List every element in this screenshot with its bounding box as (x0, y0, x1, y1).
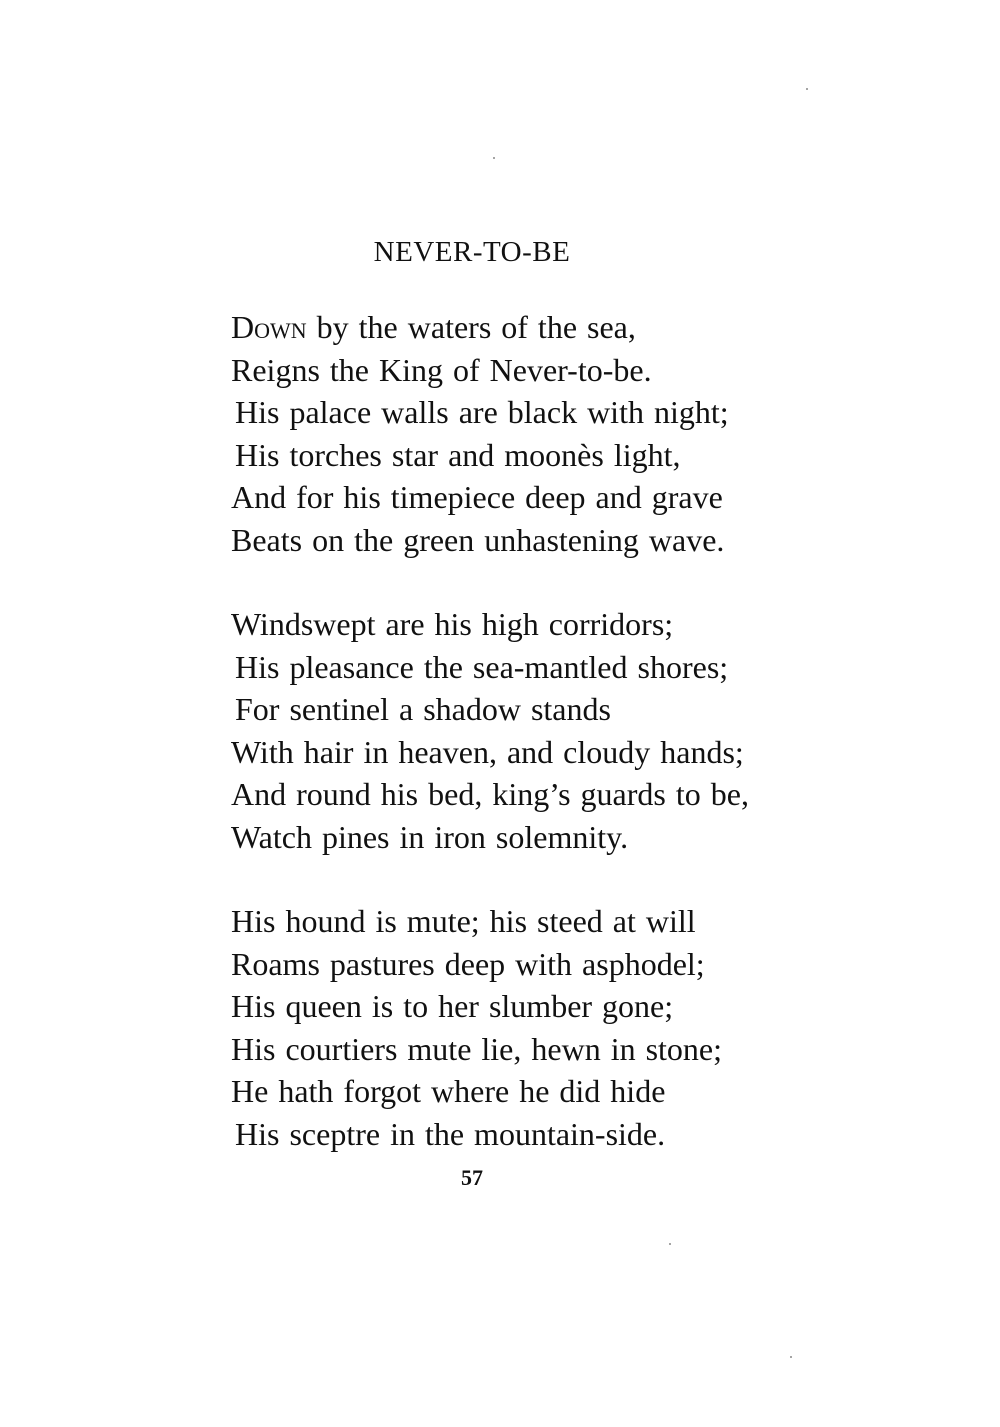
poem-line: His torches star and moonès light, (235, 436, 681, 473)
poem-line: Reigns the King of Never-to-be. (231, 351, 652, 388)
poem-title: NEVER-TO-BE (373, 236, 571, 268)
page-number: 57 (461, 1165, 483, 1190)
drop-word: Down (231, 309, 307, 345)
poem-line: His palace walls are black with night; (235, 394, 729, 430)
stanza-2 (231, 603, 931, 858)
scan-speck (806, 88, 808, 90)
poem-line: And for his timepiece deep and grave (231, 479, 723, 515)
poem-line: Watch pines in iron solemnity. (231, 818, 629, 855)
stanza-3 (231, 900, 931, 1155)
poem-line: His hound is mute; his steed at will (231, 903, 696, 939)
poem-line: For sentinel a shadow stands (235, 691, 611, 727)
poem-line: His courtiers mute lie, hewn in stone; (231, 1030, 723, 1067)
poem-line: He hath forgot where he did hide (231, 1073, 666, 1109)
poem-line: With hair in heaven, and cloudy hands; (231, 733, 744, 770)
poem-line: And round his bed, king’s guards to be, (231, 776, 749, 812)
poem-line: His pleasance the sea-mantled shores; (235, 648, 729, 685)
scan-speck (493, 157, 495, 159)
poem-line: Beats on the green unhastening wave. (231, 521, 725, 558)
poem-line (231, 306, 931, 349)
stanza-1 (231, 306, 931, 561)
poem-line: Windswept are his high corridors; (231, 606, 674, 642)
poem-line: His queen is to her slumber gone; (231, 988, 674, 1024)
poem-line: His sceptre in the mountain-side. (235, 1115, 666, 1152)
scan-speck (669, 1243, 671, 1245)
poem-line: Roams pastures deep with asphodel; (231, 945, 705, 982)
line-text: by the waters of the sea, (306, 309, 636, 345)
scan-speck (790, 1356, 792, 1358)
